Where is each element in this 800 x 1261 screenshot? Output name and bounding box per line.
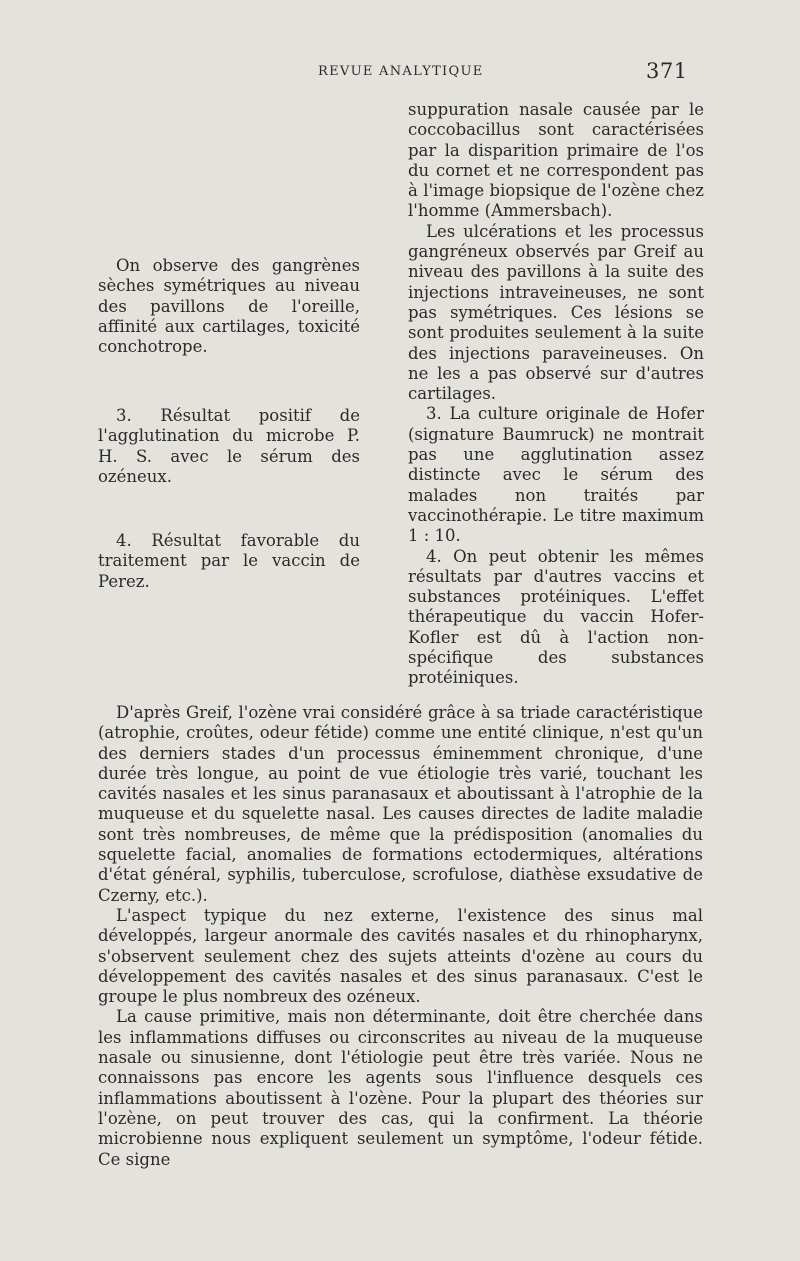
right-column	[408, 100, 704, 689]
right-paragraph-results: 4. On peut obtenir les mêmes résultats par d'autres vaccins et substances protéiniques. L'effet thérapeutique du vaccin Hofer-Kofler est dû à l'action non-spécifique des substances protéiniques.	[408, 546, 704, 688]
page-number: 371	[646, 59, 688, 83]
observation-gangrene: On observe des gangrènes sèches symétriques au niveau des pavillons de l'oreille, affinité aux cartilages, toxicité conchotrope.	[98, 256, 360, 357]
right-paragraph-suppuration: suppuration nasale causée par le coccobacillus sont caractérisées par la disparition primaire de l'os du cornet et ne correspondent pas à l'image biopsique de l'ozène chez l'homme (Ammersbach).	[408, 100, 704, 221]
body-paragraph-cause: La cause primitive, mais non déterminante, doit être cherchée dans les inflammations diffuses ou circonscrites au niveau de la muqueuse nasale ou sinusienne, dont l'étiologie peut être très variée. Nous ne connaissons pas encore les agents sous l'influence desquels ces inflammations aboutissent à l'ozène. Pour la plupart des théories sur l'ozène, on peut trouver des cas, qui la confirment. La théorie microbienne nous expliquent seulement un symptôme, l'odeur fétide. Ce signe	[98, 1007, 703, 1169]
body-paragraph-aspect: L'aspect typique du nez externe, l'existence des sinus mal développés, largeur anormale des cavités nasales et du rhinopharynx, s'observent seulement chez des sujets atteints d'ozène au cours du développement des cavités nasales et des sinus paranasaux. C'est le groupe le plus nombreux des ozéneux.	[98, 905, 703, 1007]
body-paragraph-greif: D'après Greif, l'ozène vrai considéré grâce à sa triade caractéristique (atrophie, croûtes, odeur fétide) comme une entité clinique, n'est qu'un des derniers stades d'un processus éminemment chronique, d'une durée très longue, au point de vue étiologie très varié, touchant les cavités nasales et les sinus paranasaux et aboutissant à l'atrophie de la muqueuse et du squelette nasal. Les causes directes de ladite maladie sont très nombreuses, de même que la prédisposition (anomalies du squelette facial, anomalies de formations ectodermiques, altérations d'état général, syphilis, tuberculose, scrofulose, diathèse exsudative de Czerny, etc.).	[98, 703, 703, 905]
right-paragraph-culture: 3. La culture originale de Hofer (signature Baumruck) ne montrait pas une agglutination assez distincte avec le sérum des malades non traités par vaccinothérapie. Le titre maximum 1 : 10.	[408, 404, 704, 546]
observation-vaccine: 4. Résultat favorable du traitement par le vaccin de Perez.	[98, 531, 360, 591]
observation-agglutination: 3. Résultat positif de l'agglutination du microbe P. H. S. avec le sérum des ozéneux.	[98, 406, 360, 486]
main-body-text	[98, 703, 703, 1170]
right-paragraph-ulcerations: Les ulcérations et les processus gangréneux observés par Greif au niveau des pavillons à la suite des injections intraveineuses, ne sont pas symétriques. Ces lésions se sont produites seulement à la suite des injections paraveineuses. On ne les a pas observé sur d'autres cartilages.	[408, 221, 704, 404]
running-title: REVUE ANALYTIQUE	[318, 64, 484, 79]
page-header	[0, 59, 800, 86]
